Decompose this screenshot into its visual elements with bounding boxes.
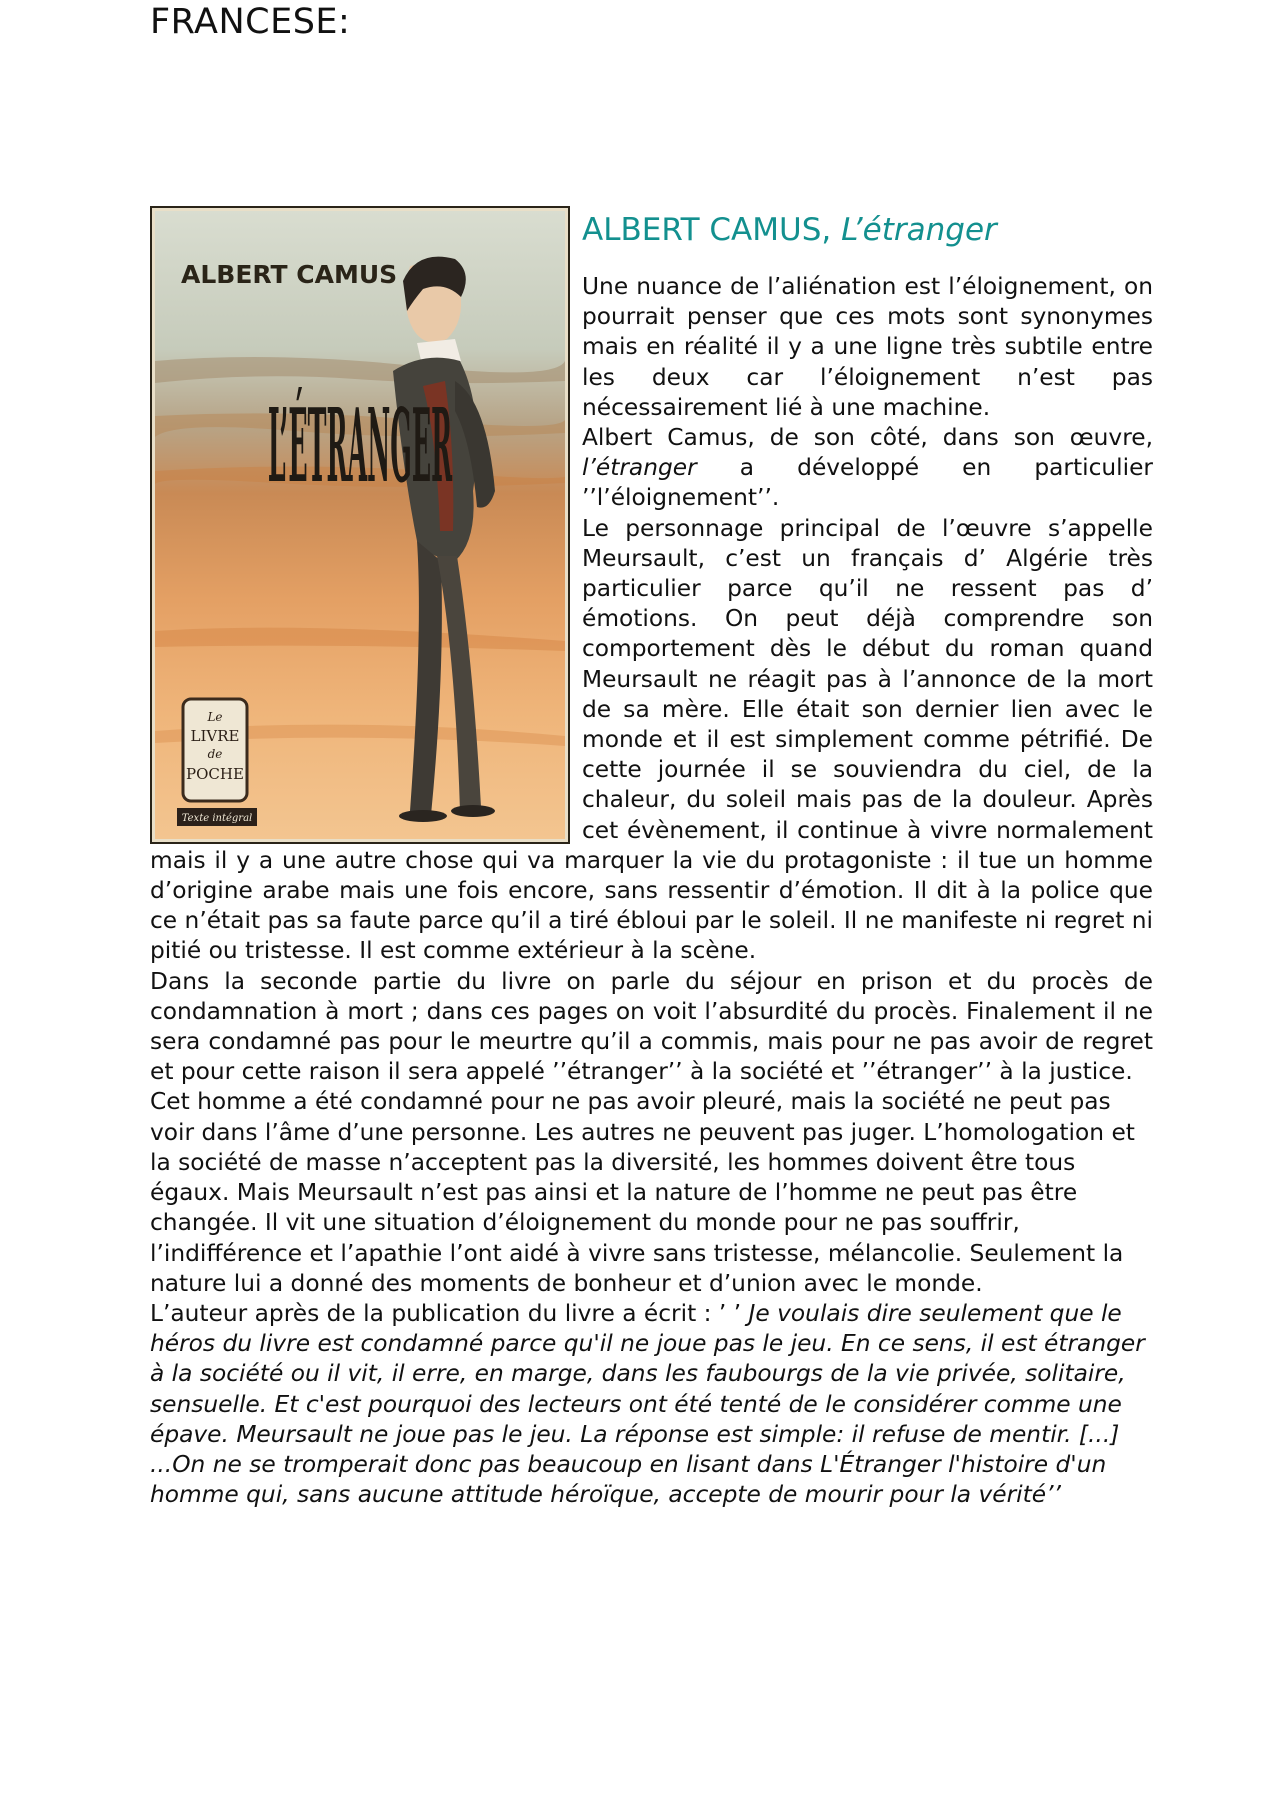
- paragraph-2-work: l’étranger: [582, 454, 697, 482]
- paragraph-4: Dans la seconde partie du livre on parle du séjour en prison et du procès de condamnation à mort ; dans ces pages on voit l’absurdité du procès. Finalement il ne sera condamné pas pour le meurtre qu’il a commis, mais pour ne pas avoir de regret et pour cette raison il sera appelé ’’étranger’’ à la société et ’’étranger’’ à la justice.: [150, 967, 1153, 1086]
- cover-author: ALBERT CAMUS: [181, 260, 398, 289]
- svg-text:POCHE: POCHE: [186, 765, 244, 783]
- paragraph-5: Cet homme a été condamné pour ne pas avoir pleuré, mais la société ne peut pas voir dans l’âme d’une personne. Les autres ne peuvent pas juger. L’homologation et la société de masse n’acceptent pas la diversité, les hommes doivent être tous égaux. Mais Meursault n’est pas ainsi et la nature de l’homme ne peut pas être changée. Il vit une situation d’éloignement du monde pour ne pas souffrir, l’indifférence et l’apathie l’ont aidé à vivre sans tristesse, mélancolie. Seulement la nature lui a donné des moments de bonheur et d’union avec le monde.: [150, 1088, 1135, 1297]
- paragraph-2-end: a développé en particulier ’’l’éloignement’’.: [582, 454, 1154, 512]
- book-cover-image: [150, 206, 570, 844]
- edition-tag: [177, 808, 257, 826]
- svg-text:de: de: [207, 747, 223, 761]
- title-work: L’étranger: [841, 212, 997, 248]
- livre-de-poche-badge: [183, 699, 247, 801]
- paragraph-2-start: Albert Camus, de son côté, dans son œuvre,: [582, 424, 1153, 452]
- paragraph-1: Une nuance de l’aliénation est l’éloignement, on pourrait penser que ces mots sont synonymes mais en réalité il y a une ligne très subtile entre les deux car l’éloignement n’est pas nécessairement lié à une machine.: [582, 273, 1153, 421]
- svg-text:Texte intégral: Texte intégral: [181, 813, 253, 824]
- svg-text:LIVRE: LIVRE: [190, 727, 240, 745]
- svg-text:Le: Le: [207, 710, 223, 724]
- page-heading: FRANCESE:: [150, 2, 351, 42]
- article: [150, 206, 1153, 1510]
- paragraph-6: [150, 1299, 1153, 1510]
- paragraph-6-intro: L’auteur après de la publication du livre a écrit : ’ ’: [150, 1299, 742, 1327]
- cover-title: L’ÉTRANGER: [267, 387, 453, 506]
- camus-quote: Je voulais dire seulement que le héros du livre est condamné parce qu'il ne joue pas le jeu. En ce sens, il est étranger à la société ou il vit, il erre, en marge, dans les faubourgs de la vie privée, solitaire, sensuelle. Et c'est pourquoi des lecteurs ont été tenté de le considérer comme une épave. Meursault ne joue pas le jeu. La réponse est simple: il refuse de mentir. [...] ...On ne se tromperait donc pas beaucoup en lisant dans L'Étranger l'histoire d'un homme qui, sans aucune attitude héroïque, accepte de mourir pour la vérité’’: [150, 1299, 1145, 1509]
- title-author: ALBERT CAMUS,: [582, 212, 832, 248]
- paragraph-3: Le personnage principal de l’œuvre s’appelle Meursault, c’est un français d’ Algérie très particulier parce qu’il ne ressent pas d’ émotions. On peut déjà comprendre son comportement dès le début du roman quand Meursault ne réagit pas à l’annonce de la mort de sa mère. Elle était son dernier lien avec le monde et il est simplement comme pétrifié. De cette journée il se souviendra du ciel, de la chaleur, du soleil mais pas de la douleur. Après cet évènement, il continue à vivre normalement mais il y a une autre chose qui va marquer la vie du protagoniste : il tue un homme d’origine arabe mais une fois encore, sans ressentir d’émotion. Il dit à la police que ce n’était pas sa faute parce qu’il a tiré ébloui par le soleil. Il ne manifeste ni regret ni pitié ou tristesse. Il est comme extérieur à la scène.: [150, 514, 1153, 965]
